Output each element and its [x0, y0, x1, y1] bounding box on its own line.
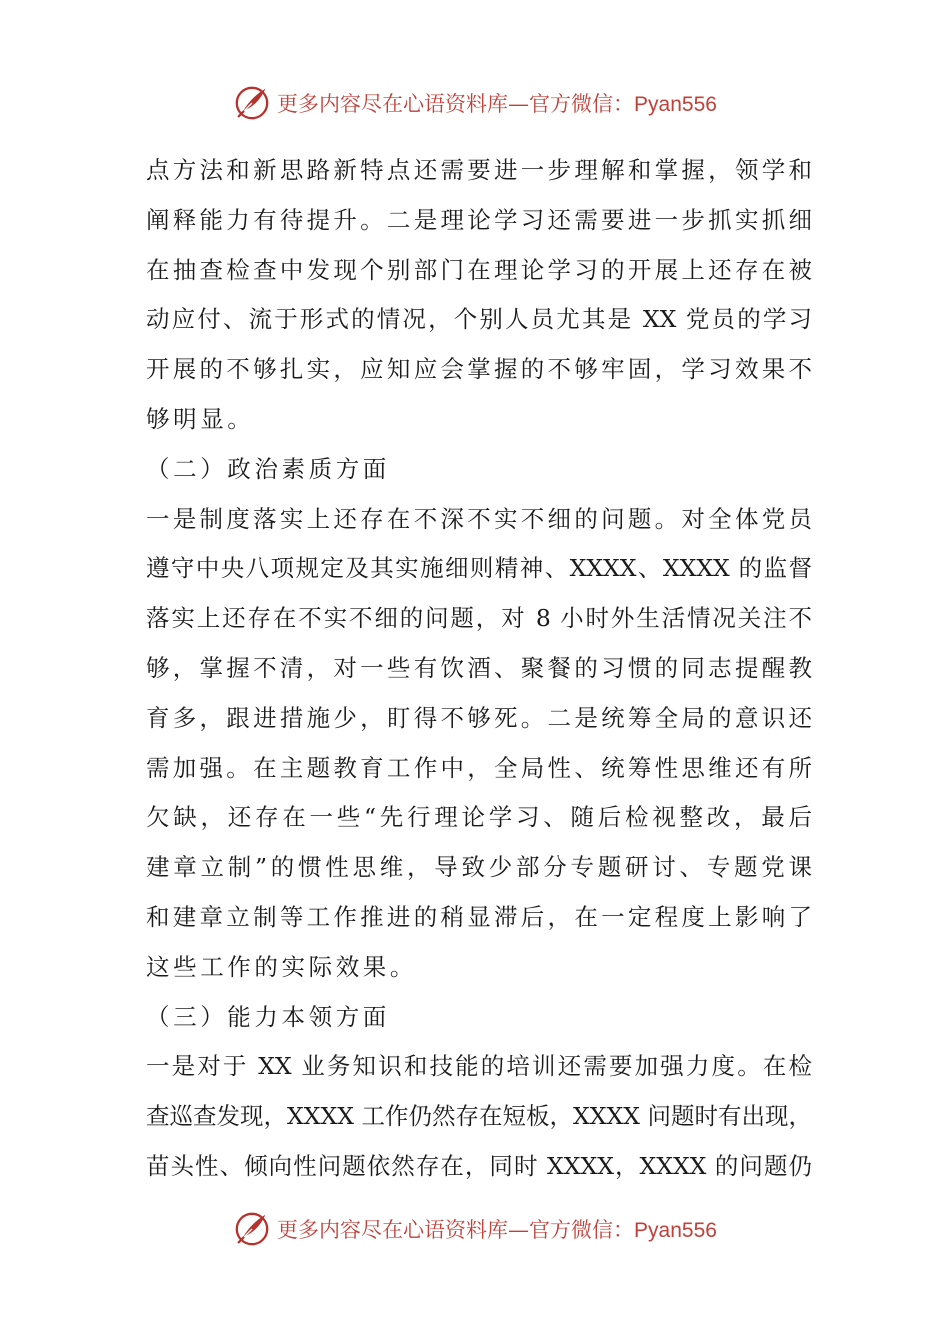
body-line: 和建章立制等工作推进的稍显滞后，在一定程度上影响了 — [146, 902, 812, 931]
body-line: 落实上还存在不实不细的问题，对 8 小时外生活情况关注不 — [146, 604, 812, 633]
body-line: 点方法和新思路新特点还需要进一步理解和掌握，领学和 — [146, 156, 812, 184]
body-line: 这些工作的实际效果。 — [146, 952, 417, 981]
section-heading: （二）政治素质方面 — [146, 454, 390, 483]
body-line: 开展的不够扎实，应知应会掌握的不够牢固，学习效果不 — [146, 355, 812, 384]
body-line: 够明显。 — [146, 404, 255, 433]
footer-banner-cn: 更多内容尽在心语资料库—官方微信： — [277, 1218, 635, 1242]
footer-wechat-id: Pyan556 — [634, 1219, 717, 1242]
body-line: 查巡查发现，XXXX 工作仍然存在短板，XXXX 问题时有出现， — [146, 1102, 812, 1131]
body-line: 一是制度落实上还存在不深不实不细的问题。对全体党员 — [146, 504, 812, 533]
body-line: 阐释能力有待提升。二是理论学习还需要进一步抓实抓细 — [146, 205, 812, 234]
quill-logo-icon — [233, 84, 271, 122]
body-line: 在抽查检查中发现个别部门在理论学习的开展上还存在被 — [146, 255, 812, 284]
body-line: 建章立制”的惯性思维，导致少部分专题研讨、专题党课 — [146, 853, 812, 882]
body-line: 动应付、流于形式的情况，个别人员尤其是 XX 党员的学习 — [146, 305, 812, 334]
body-line: 欠缺，还存在一些“先行理论学习、随后检视整改，最后 — [146, 803, 812, 832]
header-banner-cn: 更多内容尽在心语资料库—官方微信： — [277, 92, 635, 116]
header-wechat-id: Pyan556 — [634, 93, 717, 116]
quill-logo-icon — [233, 1210, 271, 1248]
body-line: 苗头性、倾向性问题依然存在，同时 XXXX，XXXX 的问题仍 — [146, 1151, 812, 1180]
footer-banner — [0, 1206, 950, 1252]
document-body — [146, 146, 812, 1192]
body-line: 一是对于 XX 业务知识和技能的培训还需要加强力度。在检 — [146, 1052, 812, 1081]
body-line: 遵守中央八项规定及其实施细则精神、XXXX、XXXX 的监督 — [146, 554, 812, 583]
section-heading: （三）能力本领方面 — [146, 1002, 390, 1031]
footer-banner-text — [277, 1214, 717, 1244]
body-line: 够，掌握不清，对一些有饮酒、聚餐的习惯的同志提醒教 — [146, 653, 812, 682]
header-banner-text — [277, 88, 717, 118]
body-line: 需加强。在主题教育工作中，全局性、统筹性思维还有所 — [146, 753, 812, 782]
header-banner — [0, 80, 950, 126]
body-line: 育多，跟进措施少，盯得不够死。二是统筹全局的意识还 — [146, 703, 812, 732]
